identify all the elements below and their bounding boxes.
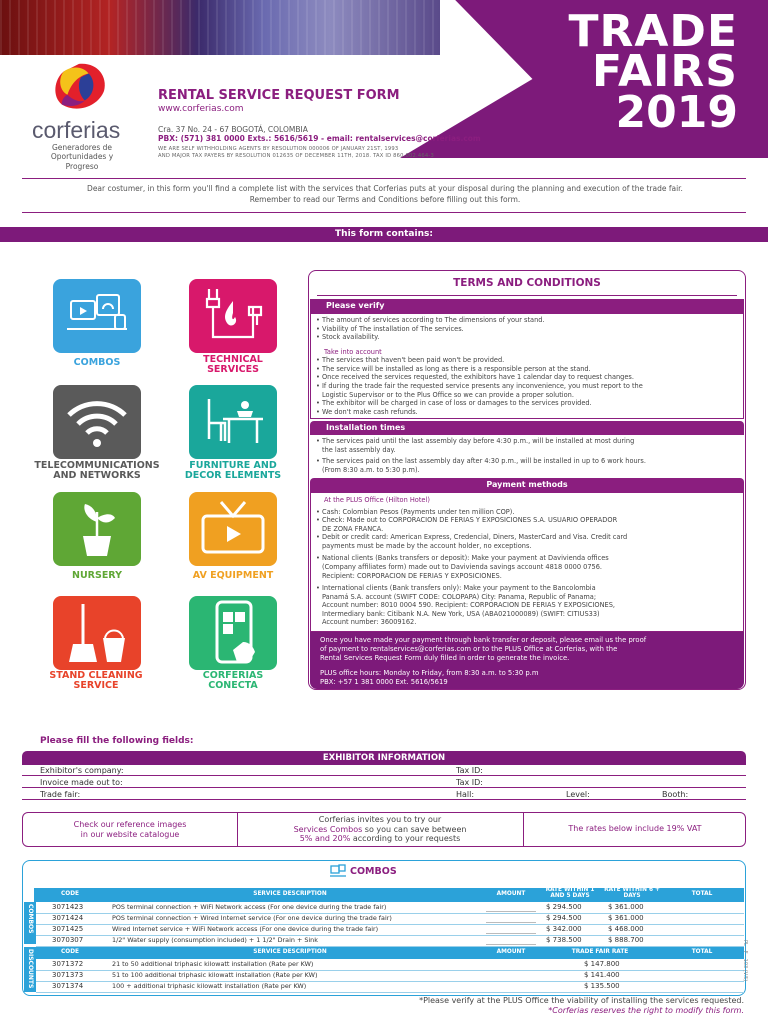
corferias-conecta-tile[interactable] [189,596,277,670]
divider [22,178,746,179]
total-field[interactable] [672,971,732,980]
install-item: • The services paid on the last assembly day after 4:30 p.m., will be installed in up to 6 work hours. [316,457,646,466]
combos-label: COMBOS [73,357,121,368]
trade-fair-rate-value: $ 135.500 [584,982,620,990]
installation-list [316,437,742,474]
promo-line3: according to your requests [350,834,461,844]
international-item: • International clients (Bank transfers only): Make your payment to the Bancolombia [316,584,596,593]
office-pbx: PBX: +57 1 381 0000 Ext. 5616/5619 [320,677,448,686]
plus-office-heading: At the PLUS Office (Hilton Hotel) [324,496,430,504]
payment-item: • Check: Made out to CORPORACION DE FERIAS Y EXPOSICIONES S.A. USUARIO OPERADOR [316,516,618,525]
corferias-logo-icon [50,62,108,114]
header-code: CODE [61,949,79,955]
combo-promo-text [237,815,523,844]
international-item: Account number: 36009162. [322,618,417,627]
rate-1-5-value: $ 342.000 [546,925,582,933]
total-field[interactable] [672,960,732,969]
amount-input[interactable] [486,914,536,923]
rate-1-5-value: $ 294.500 [546,903,582,911]
broom-bucket-icon [53,596,141,670]
row-description: 21 to 50 additional triphasic kilowatt installation (Rate per KW) [112,960,314,968]
payment-proof-note [310,632,744,689]
modify-footnote: *Corferias reserves the right to modify this form. [548,1006,744,1015]
terms-title: TERMS AND CONDITIONS [453,277,601,289]
trade-fair-rate-value: $ 141.400 [584,971,620,979]
total-field[interactable] [672,936,732,945]
header-total: TOTAL [691,891,713,897]
row-description: 1/2" Water supply (consumption included) + 1 1/2" Drain + Sink [112,936,318,944]
header-description: SERVICE DESCRIPTION [253,949,327,955]
header-rate-1-5: RATE WITHIN 1 AND 5 DAYS [545,887,595,899]
hall-label: Hall: [456,790,475,799]
combos-side-label [24,902,36,944]
catalogue-line2: in our website catalogue [80,829,180,839]
trade-title-year: 2019 [615,86,738,138]
amount-input[interactable] [486,925,536,934]
amount-input[interactable] [486,960,536,969]
corferias-conecta-label: CORFERIAS CONECTA [202,670,264,691]
invoice-label: Invoice made out to: [40,778,123,787]
invoice-row[interactable] [22,777,746,788]
cleaning-tile[interactable] [53,596,141,670]
catalogue-link[interactable] [23,820,237,839]
header-photo-banner [0,0,440,55]
form-code: PL - F - 103 (V.5) [742,940,748,982]
brand-tagline: Generadores de Oportunidades y Progreso [50,143,114,171]
verify-item: • The amount of services according to The dimensions of your stand. [316,316,545,324]
discounts-side-label [24,947,36,992]
cleaning-label: STAND CLEANING SERVICE [49,670,143,691]
verify-item: • Viability of The installation of The services. [316,324,464,333]
exhibitor-info-header: EXHIBITOR INFORMATION [22,751,746,765]
tax-note-line1: WE ARE SELF WITHHOLDING AGENTS BY RESOLUTION 000006 OF JANUARY 21ST, 1993 [158,146,399,152]
side-combos-text: COMBOS [27,904,34,934]
exhibitor-company-label: Exhibitor's company: [40,766,124,775]
account-item: • The service will be installed as long as there is a responsible person at the stand. [316,364,591,373]
row-code: 3071425 [52,925,84,933]
total-field[interactable] [672,925,732,934]
divider [317,295,737,296]
nursery-label: NURSERY [72,570,122,581]
form-title: RENTAL SERVICE REQUEST FORM [158,88,400,103]
account-item: Logistic Supervisor or to the Plus Office so we can provide a proper solution. [322,390,574,399]
technical-services-label: TECHNICAL SERVICES [203,354,263,375]
closing-line: Rental Services Request Form duly filled in order to generate the invoice. [320,654,570,663]
wifi-icon [53,385,141,459]
promo-row [22,812,746,847]
rate-1-5-value: $ 294.500 [546,914,582,922]
exhibitor-info-form [22,751,746,801]
rate-6-value: $ 468.000 [608,925,644,933]
office-hours: PLUS office hours: Monday to Friday, from 8:30 a.m. to 5:30 p.m [320,668,539,677]
header-description: SERVICE DESCRIPTION [253,891,327,897]
closing-line: Once you have made your payment through bank transfer or deposit, please email us the proof [320,636,647,644]
promo-highlight: Services Combos [293,824,363,834]
row-description: 51 to 100 additional triphasic kilowatt installation (Rate per KW) [112,971,318,979]
payment-item: payments must be made by the account holder, no exceptions. [322,541,532,550]
header-total: TOTAL [691,949,713,955]
combos-tile[interactable] [53,279,141,353]
trade-fair-rate-value: $ 147.800 [584,960,620,968]
row-description: POS terminal connection + WiFi Network access (For one device during the trade fair) [112,903,387,911]
install-item: (From 8:30 a.m. to 5:30 p.m). [322,465,420,474]
vat-note: The rates below include 19% VAT [568,824,702,833]
verify-list [316,316,742,416]
furniture-label: FURNITURE AND DECOR ELEMENTS [184,460,282,481]
plant-icon [53,492,141,566]
fill-fields-label: Please fill the following fields: [40,736,194,746]
telecom-label: TELECOMMUNICATIONS AND NETWORKS [34,460,160,481]
row-code: 3071423 [52,903,84,911]
tax-note-line2: AND MAJOR TAX PAYERS BY RESOLUTION 012635 OF DECEMBER 11TH, 2018. TAX ID 860.002.464-3 [158,152,434,159]
payment-item: • Debit or credit card: American Express, Credencial, Diners, MasterCard and Visa. Credit card [316,533,628,542]
national-item: (Company affiliates form) made out to Davivienda savings account 4818 0000 0756. [322,562,603,571]
national-item: Recipient: CORPORACION DE FERIAS Y EXPOSICIONES. [322,571,502,580]
closing-line: of payment to rentalservices@corferias.com or to the PLUS Office at Corferias, with the [320,645,618,654]
install-item: • The services paid until the last assembly day before 4:30 p.m., will be installed at most during [316,437,635,445]
promo-line2: so you can save between [362,824,467,834]
combos-small-icon [330,864,346,878]
website-link[interactable]: www.corferias.com [158,104,244,114]
booth-label: Booth: [662,790,689,799]
trade-title-line1: TRADE [568,6,738,57]
amount-input[interactable] [486,982,536,991]
header-amount: AMOUNT [496,949,526,955]
exhibitor-company-row[interactable] [22,765,746,776]
technical-services-tile[interactable] [189,279,277,353]
catalogue-line1: Check our reference images [73,820,187,829]
international-item: Account number: 8010 0004 590. Recipient: CORPORACION DE FERIAS Y EXPOSICIONES, [322,601,615,610]
form-contains-bar: This form contains: [0,227,768,242]
rate-6-value: $ 361.000 [608,914,644,922]
trade-title-line2: FAIRS [591,46,738,98]
header-trade-fair-rate: TRADE FAIR RATE [571,949,629,955]
row-code: 3071424 [52,914,84,922]
row-code: 3071372 [52,960,84,968]
promo-discount: 5% and 20% [299,834,351,844]
payment-list [316,496,742,627]
divider [22,212,746,213]
account-item: • The services that haven't been paid won't be provided. [316,356,505,365]
international-item: Panamá S.A. account (SWIFT CODE: COLOPAPA) City: Panama, Republic of Panama; [322,592,597,601]
please-verify-header: Please verify [310,299,744,313]
total-field[interactable] [672,982,732,991]
side-discounts-text: DISCOUNTS [27,949,34,989]
phone-qr-icon [189,596,277,670]
intro-text [40,184,730,205]
row-code: 3071373 [52,971,84,979]
rate-6-value: $ 361.000 [608,903,644,911]
combos-icon [53,279,141,353]
header-amount: AMOUNT [496,891,526,897]
trade-fair-row[interactable] [22,789,746,800]
header-code: CODE [61,891,79,897]
level-label: Level: [566,790,590,799]
rate-1-5-value: $ 738.500 [546,936,582,944]
payment-methods-header: Payment methods [310,478,744,492]
promo-line1: Corferias invites you to try our [318,815,442,824]
row-divider [36,992,744,993]
payment-item: • Cash: Colombian Pesos (Payments under ten million COP). [316,507,515,516]
nursery-tile[interactable] [53,492,141,566]
tax-id-label: Tax ID: [456,778,483,787]
international-item: Intermediary bank: Citibank N.A. New York, USA (ABA021000089) (SWIFT: CITIUS33) [322,609,600,618]
av-equipment-tile[interactable] [189,492,277,566]
address: Cra. 37 No. 24 - 67 BOGOTÁ, COLOMBIA [158,125,308,134]
row-code: 3071374 [52,982,84,990]
amount-input[interactable] [486,936,536,945]
tax-note [158,146,434,159]
account-item: • The exhibitor will be charged in case of loss or damages to the services provided. [316,399,592,408]
row-description: POS terminal connection + Wired Internet service (For one device during the trade fair) [112,914,392,922]
tax-id-label: Tax ID: [456,766,483,775]
header-rate-6: RATE WITHIN 6 + DAYS [604,887,660,899]
telecom-tile[interactable] [53,385,141,459]
combos-section-title: COMBOS [350,866,397,877]
amount-input[interactable] [486,903,536,912]
row-description: Wired Internet service + WiFi Network access (For one device during the trade fair) [112,925,379,933]
payment-item: DE ZONA FRANCA. [322,524,384,533]
installation-times-header: Installation times [310,421,744,435]
trade-fair-label: Trade fair: [40,790,81,799]
furniture-icon [189,385,277,459]
total-field[interactable] [672,914,732,923]
plug-water-icon [189,279,277,353]
row-code: 3070307 [52,936,84,944]
account-item: • We don't make cash refunds. [316,407,418,416]
row-description: 100 + additional triphasic kilowatt installation (Rate per KW) [112,982,307,990]
account-item: • Once received the services requested, the exhibitors have 1 calendar day to request changes. [316,373,634,382]
verify-item: • Stock availability. [316,333,380,342]
trade-fairs-title [568,6,738,138]
tv-icon [189,492,277,566]
account-item: • If during the trade fair the requested service presents any inconvenience, you must report to the [316,381,643,390]
intro-line2: Remember to read our Terms and Conditions before filling out this form. [249,194,521,204]
av-equipment-label: AV EQUIPMENT [192,570,274,581]
pbx-contact: PBX: (571) 381 0000 Exts.: 5616/5619 - email: rentalservices@corferias.com [158,134,481,143]
amount-input[interactable] [486,971,536,980]
total-field[interactable] [672,903,732,912]
brand-wordmark: corferias [32,117,121,143]
national-item: • National clients (Banks transfers or deposit): Make your payment at Davivienda offices [316,554,609,563]
install-item: the last assembly day. [322,445,396,454]
intro-line1: Dear costumer, in this form you'll find a complete list with the services that Corferias puts at your disposal during the planning and execution of the trade fair. [87,184,683,193]
contact-block [158,125,481,143]
rate-6-value: $ 888.700 [608,936,644,944]
furniture-tile[interactable] [189,385,277,459]
verify-footnote: *Please verify at the PLUS Office the viability of installing the services requested. [419,996,744,1005]
take-into-account-heading: Take into account [324,347,382,356]
